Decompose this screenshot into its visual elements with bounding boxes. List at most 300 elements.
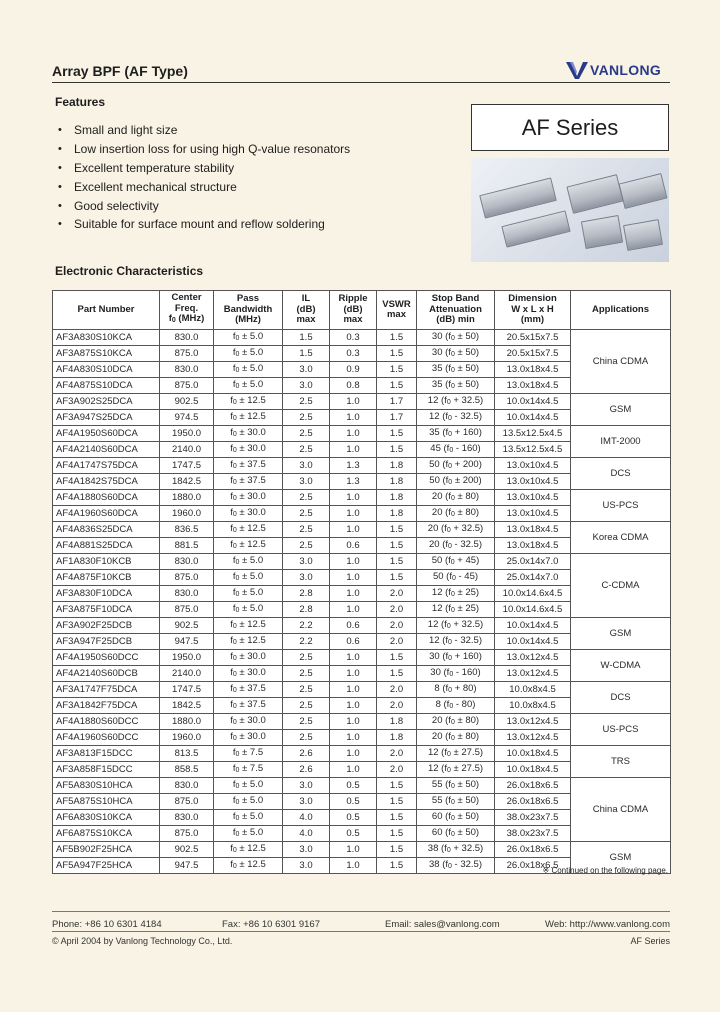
dimension-cell: 10.0x14x4.5 — [495, 394, 571, 410]
stop-band-cell: 60 $(f_0 \pm 50)$ — [417, 810, 495, 826]
dimension-cell: 13.0x18x4.5 — [495, 522, 571, 538]
feature-item — [58, 159, 350, 178]
center-freq-cell: 881.5 — [160, 538, 214, 554]
center-freq-cell: 902.5 — [160, 618, 214, 634]
bandwidth-cell: $f_0 \pm 30.0$ — [214, 506, 283, 522]
bandwidth-cell: $f_0 \pm 30.0$ — [214, 426, 283, 442]
ripple-cell: 0.5 — [330, 778, 377, 794]
table-row — [53, 330, 671, 346]
bandwidth-cell: $f_0 \pm 5.0$ — [214, 810, 283, 826]
center-freq-cell: 1950.0 — [160, 426, 214, 442]
part-number-cell: AF4A2140S60DCA — [53, 442, 160, 458]
center-freq-cell: 875.0 — [160, 346, 214, 362]
feature-text: Excellent mechanical structure — [74, 179, 237, 194]
center-freq-cell: 947.5 — [160, 634, 214, 650]
stop-band-cell: 12 $(f_0 + 32.5)$ — [417, 618, 495, 634]
bandwidth-cell: $f_0 \pm 7.5$ — [214, 762, 283, 778]
center-freq-cell: 875.0 — [160, 378, 214, 394]
center-freq-cell: 813.5 — [160, 746, 214, 762]
vswr-cell: 1.5 — [377, 858, 417, 874]
il-cell: 2.6 — [283, 746, 330, 762]
part-number-cell: AF4A2140S60DCB — [53, 666, 160, 682]
stop-band-cell: 50 $(f_0 + 200)$ — [417, 458, 495, 474]
part-number-cell: AF4A1950S60DCC — [53, 650, 160, 666]
il-cell: 3.0 — [283, 554, 330, 570]
bandwidth-cell: $f_0 \pm 30.0$ — [214, 714, 283, 730]
center-freq-cell: 1960.0 — [160, 506, 214, 522]
ripple-cell: 1.0 — [330, 842, 377, 858]
center-freq-cell: 902.5 — [160, 842, 214, 858]
vswr-cell: 1.5 — [377, 842, 417, 858]
part-number-cell: AF4A836S25DCA — [53, 522, 160, 538]
il-cell: 2.5 — [283, 506, 330, 522]
vswr-cell: 1.5 — [377, 330, 417, 346]
ripple-cell: 1.0 — [330, 746, 377, 762]
part-number-cell: AF3A1842F75DCA — [53, 698, 160, 714]
il-cell: 3.0 — [283, 794, 330, 810]
vswr-cell: 1.5 — [377, 426, 417, 442]
dimension-cell: 26.0x18x6.5 — [495, 842, 571, 858]
stop-band-cell: 20 $(f_0 \pm 80)$ — [417, 730, 495, 746]
il-cell: 2.5 — [283, 698, 330, 714]
part-number-cell: AF5A875S10HCA — [53, 794, 160, 810]
il-cell: 2.5 — [283, 714, 330, 730]
ripple-cell: 1.0 — [330, 666, 377, 682]
application-cell: DCS — [571, 458, 671, 490]
feature-text: Suitable for surface mount and reflow soldering — [74, 217, 325, 232]
col-bandwidth: Pass Bandwidth (MHz) — [214, 291, 283, 330]
bandwidth-cell: $f_0 \pm 12.5$ — [214, 618, 283, 634]
vswr-cell: 1.5 — [377, 650, 417, 666]
dimension-cell: 13.0x10x4.5 — [495, 490, 571, 506]
ripple-cell: 1.0 — [330, 410, 377, 426]
ripple-cell: 0.3 — [330, 346, 377, 362]
bandwidth-cell: $f_0 \pm 30.0$ — [214, 666, 283, 682]
vswr-cell: 1.8 — [377, 714, 417, 730]
ripple-cell: 1.0 — [330, 570, 377, 586]
il-cell: 2.5 — [283, 538, 330, 554]
il-cell: 3.0 — [283, 858, 330, 874]
il-cell: 1.5 — [283, 330, 330, 346]
il-cell: 2.5 — [283, 490, 330, 506]
dimension-cell: 38.0x23x7.5 — [495, 810, 571, 826]
bandwidth-cell: $f_0 \pm 37.5$ — [214, 682, 283, 698]
stop-band-cell: 30 $(f_0 \pm 50)$ — [417, 346, 495, 362]
filter-component — [479, 177, 557, 218]
bandwidth-cell: $f_0 \pm 12.5$ — [214, 394, 283, 410]
ripple-cell: 1.0 — [330, 762, 377, 778]
vswr-cell: 2.0 — [377, 746, 417, 762]
dimension-cell: 13.0x18x4.5 — [495, 362, 571, 378]
ripple-cell: 1.0 — [330, 522, 377, 538]
il-cell: 2.2 — [283, 634, 330, 650]
dimension-cell: 10.0x14x4.5 — [495, 410, 571, 426]
vanlong-logo-icon — [566, 60, 588, 80]
features-heading: Features — [55, 95, 106, 109]
il-cell: 2.5 — [283, 442, 330, 458]
bandwidth-cell: $f_0 \pm 5.0$ — [214, 794, 283, 810]
vswr-cell: 2.0 — [377, 682, 417, 698]
part-number-cell: AF5A947F25HCA — [53, 858, 160, 874]
center-freq-cell: 1950.0 — [160, 650, 214, 666]
stop-band-cell: 35 $(f_0 \pm 50)$ — [417, 362, 495, 378]
center-freq-cell: 1960.0 — [160, 730, 214, 746]
table-row — [53, 426, 671, 442]
center-freq-cell: 1880.0 — [160, 714, 214, 730]
center-freq-cell: 947.5 — [160, 858, 214, 874]
footer-email[interactable]: Email: sales@vanlong.com — [385, 919, 500, 930]
part-number-cell: AF3A947F25DCB — [53, 634, 160, 650]
brand-name: VANLONG — [590, 62, 662, 78]
stop-band-cell: 12 $(f_0 - 32.5)$ — [417, 634, 495, 650]
bandwidth-cell: $f_0 \pm 5.0$ — [214, 378, 283, 394]
col-vswr: VSWR max — [377, 291, 417, 330]
bandwidth-cell: $f_0 \pm 5.0$ — [214, 330, 283, 346]
application-cell: GSM — [571, 842, 671, 874]
il-cell: 2.2 — [283, 618, 330, 634]
table-row — [53, 554, 671, 570]
il-cell: 2.5 — [283, 666, 330, 682]
il-cell: 4.0 — [283, 826, 330, 842]
vswr-cell: 2.0 — [377, 618, 417, 634]
dimension-cell: 13.0x10x4.5 — [495, 506, 571, 522]
footer-series: AF Series — [630, 936, 670, 946]
feature-item — [58, 196, 350, 215]
il-cell: 2.6 — [283, 762, 330, 778]
dimension-cell: 10.0x14.6x4.5 — [495, 602, 571, 618]
vswr-cell: 2.0 — [377, 698, 417, 714]
brand-logo — [566, 59, 661, 81]
stop-band-cell: 50 $(f_0 + 45)$ — [417, 554, 495, 570]
dimension-cell: 13.0x18x4.5 — [495, 378, 571, 394]
ripple-cell: 0.9 — [330, 362, 377, 378]
stop-band-cell: 50 $(f_0 - 45)$ — [417, 570, 495, 586]
dimension-cell: 10.0x8x4.5 — [495, 698, 571, 714]
stop-band-cell: 12 $(f_0 \pm 25)$ — [417, 602, 495, 618]
center-freq-cell: 830.0 — [160, 586, 214, 602]
table-row — [53, 522, 671, 538]
part-number-cell: AF3A902F25DCB — [53, 618, 160, 634]
feature-text: Small and light size — [74, 123, 178, 138]
stop-band-cell: 20 $(f_0 \pm 80)$ — [417, 490, 495, 506]
center-freq-cell: 1842.5 — [160, 698, 214, 714]
bandwidth-cell: $f_0 \pm 5.0$ — [214, 778, 283, 794]
table-row — [53, 490, 671, 506]
vswr-cell: 2.0 — [377, 762, 417, 778]
bullet-icon: • — [58, 143, 62, 156]
stop-band-cell: 8 $(f_0 - 80)$ — [417, 698, 495, 714]
stop-band-cell: 38 $(f_0 - 32.5)$ — [417, 858, 495, 874]
stop-band-cell: 38 $(f_0 + 32.5)$ — [417, 842, 495, 858]
ripple-cell: 0.6 — [330, 618, 377, 634]
stop-band-cell: 20 $(f_0 - 32.5)$ — [417, 538, 495, 554]
vswr-cell: 1.5 — [377, 570, 417, 586]
bandwidth-cell: $f_0 \pm 37.5$ — [214, 474, 283, 490]
bandwidth-cell: $f_0 \pm 37.5$ — [214, 458, 283, 474]
vswr-cell: 1.8 — [377, 458, 417, 474]
stop-band-cell: 8 $(f_0 + 80)$ — [417, 682, 495, 698]
center-freq-cell: 1747.5 — [160, 458, 214, 474]
application-cell: GSM — [571, 394, 671, 426]
footer-web[interactable]: Web: http://www.vanlong.com — [545, 919, 670, 930]
part-number-cell: AF4A1747S75DCA — [53, 458, 160, 474]
ripple-cell: 1.0 — [330, 714, 377, 730]
dimension-cell: 13.5x12.5x4.5 — [495, 426, 571, 442]
vswr-cell: 1.5 — [377, 666, 417, 682]
center-freq-cell: 974.5 — [160, 410, 214, 426]
bandwidth-cell: $f_0 \pm 12.5$ — [214, 538, 283, 554]
vswr-cell: 1.8 — [377, 474, 417, 490]
ripple-cell: 1.0 — [330, 858, 377, 874]
ripple-cell: 1.0 — [330, 554, 377, 570]
vswr-cell: 1.5 — [377, 538, 417, 554]
part-number-cell: AF5B902F25HCA — [53, 842, 160, 858]
center-freq-cell: 875.0 — [160, 826, 214, 842]
table-row — [53, 778, 671, 794]
il-cell: 3.0 — [283, 842, 330, 858]
ripple-cell: 0.5 — [330, 794, 377, 810]
table-row — [53, 618, 671, 634]
bandwidth-cell: $f_0 \pm 5.0$ — [214, 346, 283, 362]
part-number-cell: AF5A830S10HCA — [53, 778, 160, 794]
stop-band-cell: 12 $(f_0 - 32.5)$ — [417, 410, 495, 426]
il-cell: 2.5 — [283, 730, 330, 746]
bullet-icon: • — [58, 180, 62, 193]
table-row — [53, 682, 671, 698]
dimension-cell: 13.0x10x4.5 — [495, 458, 571, 474]
dimension-cell: 13.0x10x4.5 — [495, 474, 571, 490]
dimension-cell: 10.0x14.6x4.5 — [495, 586, 571, 602]
stop-band-cell: 30 $(f_0 \pm 50)$ — [417, 330, 495, 346]
bandwidth-cell: $f_0 \pm 30.0$ — [214, 730, 283, 746]
part-number-cell: AF3A830S10KCA — [53, 330, 160, 346]
application-cell: GSM — [571, 618, 671, 650]
ripple-cell: 1.0 — [330, 698, 377, 714]
ripple-cell: 1.0 — [330, 506, 377, 522]
il-cell: 2.5 — [283, 682, 330, 698]
vswr-cell: 1.5 — [377, 362, 417, 378]
il-cell: 4.0 — [283, 810, 330, 826]
bandwidth-cell: $f_0 \pm 5.0$ — [214, 554, 283, 570]
feature-text: Good selectivity — [74, 198, 159, 213]
il-cell: 3.0 — [283, 570, 330, 586]
stop-band-cell: 20 $(f_0 \pm 80)$ — [417, 714, 495, 730]
col-il: IL (dB) max — [283, 291, 330, 330]
dimension-cell: 10.0x14x4.5 — [495, 634, 571, 650]
dimension-cell: 10.0x18x4.5 — [495, 746, 571, 762]
stop-band-cell: 50 $(f_0 \pm 200)$ — [417, 474, 495, 490]
ripple-cell: 1.0 — [330, 586, 377, 602]
ripple-cell: 1.3 — [330, 458, 377, 474]
il-cell: 2.5 — [283, 394, 330, 410]
part-number-cell: AF4A875F10KCB — [53, 570, 160, 586]
application-cell: W-CDMA — [571, 650, 671, 682]
stop-band-cell: 12 $(f_0 \pm 25)$ — [417, 586, 495, 602]
il-cell: 2.5 — [283, 426, 330, 442]
il-cell: 3.0 — [283, 378, 330, 394]
col-applications: Applications — [571, 291, 671, 330]
footer-phone: Phone: +86 10 6301 4184 — [52, 919, 162, 930]
center-freq-cell: 875.0 — [160, 602, 214, 618]
application-cell: China CDMA — [571, 330, 671, 394]
spec-table — [52, 290, 671, 874]
table-row — [53, 746, 671, 762]
electronic-heading: Electronic Characteristics — [55, 264, 204, 278]
bandwidth-cell: $f_0 \pm 30.0$ — [214, 490, 283, 506]
table-row — [53, 842, 671, 858]
ripple-cell: 0.6 — [330, 538, 377, 554]
table-header-row — [53, 291, 671, 330]
feature-item — [58, 140, 350, 159]
bandwidth-cell: $f_0 \pm 12.5$ — [214, 410, 283, 426]
col-center-freq: Center Freq. $f_0$ (MHz) — [160, 291, 214, 330]
center-freq-cell: 1747.5 — [160, 682, 214, 698]
ripple-cell: 0.6 — [330, 634, 377, 650]
dimension-cell: 10.0x18x4.5 — [495, 762, 571, 778]
col-ripple: Ripple (dB) max — [330, 291, 377, 330]
continued-note: ※ Continued on the following page. — [542, 866, 668, 875]
il-cell: 3.0 — [283, 474, 330, 490]
center-freq-cell: 1880.0 — [160, 490, 214, 506]
ripple-cell: 1.0 — [330, 682, 377, 698]
dimension-cell: 26.0x18x6.5 — [495, 794, 571, 810]
vswr-cell: 2.0 — [377, 586, 417, 602]
stop-band-cell: 20 $(f_0 \pm 80)$ — [417, 506, 495, 522]
il-cell: 3.0 — [283, 458, 330, 474]
part-number-cell: AF3A902S25DCA — [53, 394, 160, 410]
part-number-cell: AF4A881S25DCA — [53, 538, 160, 554]
application-cell: Korea CDMA — [571, 522, 671, 554]
stop-band-cell: 55 $(f_0 \pm 50)$ — [417, 778, 495, 794]
center-freq-cell: 902.5 — [160, 394, 214, 410]
vswr-cell: 1.5 — [377, 826, 417, 842]
dimension-cell: 13.0x12x4.5 — [495, 650, 571, 666]
title-divider — [52, 82, 670, 83]
col-part-number: Part Number — [53, 291, 160, 330]
series-title-box: AF Series — [471, 104, 669, 151]
part-number-cell: AF4A1960S60DCA — [53, 506, 160, 522]
vswr-cell: 1.5 — [377, 778, 417, 794]
part-number-cell: AF4A1950S60DCA — [53, 426, 160, 442]
vswr-cell: 1.5 — [377, 442, 417, 458]
ripple-cell: 1.3 — [330, 474, 377, 490]
col-dimension: Dimension W x L x H (mm) — [495, 291, 571, 330]
table-row — [53, 394, 671, 410]
part-number-cell: AF4A1880S60DCA — [53, 490, 160, 506]
ripple-cell: 1.0 — [330, 442, 377, 458]
center-freq-cell: 836.5 — [160, 522, 214, 538]
center-freq-cell: 858.5 — [160, 762, 214, 778]
table-row — [53, 714, 671, 730]
center-freq-cell: 1842.5 — [160, 474, 214, 490]
vswr-cell: 1.5 — [377, 810, 417, 826]
part-number-cell: AF6A830S10KCA — [53, 810, 160, 826]
stop-band-cell: 55 $(f_0 \pm 50)$ — [417, 794, 495, 810]
stop-band-cell: 30 $(f_0 - 160)$ — [417, 666, 495, 682]
part-number-cell: AF1A830F10KCB — [53, 554, 160, 570]
filter-component — [581, 215, 623, 249]
center-freq-cell: 875.0 — [160, 570, 214, 586]
table-row — [53, 650, 671, 666]
stop-band-cell: 30 $(f_0 + 160)$ — [417, 650, 495, 666]
bullet-icon: • — [58, 124, 62, 137]
ripple-cell: 0.3 — [330, 330, 377, 346]
part-number-cell: AF3A1747F75DCA — [53, 682, 160, 698]
stop-band-cell: 12 $(f_0 + 32.5)$ — [417, 394, 495, 410]
center-freq-cell: 830.0 — [160, 810, 214, 826]
bandwidth-cell: $f_0 \pm 7.5$ — [214, 746, 283, 762]
part-number-cell: AF4A1880S60DCC — [53, 714, 160, 730]
center-freq-cell: 2140.0 — [160, 442, 214, 458]
center-freq-cell: 830.0 — [160, 362, 214, 378]
part-number-cell: AF4A1960S60DCC — [53, 730, 160, 746]
application-cell: C-CDMA — [571, 554, 671, 618]
dimension-cell: 25.0x14x7.0 — [495, 570, 571, 586]
product-photo — [471, 158, 669, 262]
center-freq-cell: 830.0 — [160, 554, 214, 570]
stop-band-cell: 35 $(f_0 \pm 50)$ — [417, 378, 495, 394]
bandwidth-cell: $f_0 \pm 30.0$ — [214, 650, 283, 666]
dimension-cell: 10.0x14x4.5 — [495, 618, 571, 634]
dimension-cell: 20.5x15x7.5 — [495, 330, 571, 346]
feature-text: Excellent temperature stability — [74, 160, 235, 175]
feature-text: Low insertion loss for using high Q-value resonators — [74, 142, 351, 157]
col-stop-band: Stop Band Attenuation (dB) min — [417, 291, 495, 330]
dimension-cell: 13.0x12x4.5 — [495, 714, 571, 730]
bullet-icon: • — [58, 161, 62, 174]
vswr-cell: 1.7 — [377, 410, 417, 426]
vswr-cell: 1.5 — [377, 346, 417, 362]
part-number-cell: AF3A875S10KCA — [53, 346, 160, 362]
part-number-cell: AF3A830F10DCA — [53, 586, 160, 602]
dimension-cell: 13.0x12x4.5 — [495, 730, 571, 746]
page-title: Array BPF (AF Type) — [52, 63, 188, 79]
part-number-cell: AF3A858F15DCC — [53, 762, 160, 778]
feature-item — [58, 121, 350, 140]
table-row — [53, 458, 671, 474]
part-number-cell: AF3A875F10DCA — [53, 602, 160, 618]
dimension-cell: 20.5x15x7.5 — [495, 346, 571, 362]
stop-band-cell: 60 $(f_0 \pm 50)$ — [417, 826, 495, 842]
vswr-cell: 1.8 — [377, 730, 417, 746]
part-number-cell: AF4A1842S75DCA — [53, 474, 160, 490]
il-cell: 2.5 — [283, 650, 330, 666]
stop-band-cell: 45 $(f_0 - 160)$ — [417, 442, 495, 458]
ripple-cell: 0.5 — [330, 826, 377, 842]
dimension-cell: 13.0x12x4.5 — [495, 666, 571, 682]
vswr-cell: 1.8 — [377, 506, 417, 522]
dimension-cell: 26.0x18x6.5 — [495, 778, 571, 794]
ripple-cell: 1.0 — [330, 650, 377, 666]
application-cell: US-PCS — [571, 714, 671, 746]
application-cell: US-PCS — [571, 490, 671, 522]
footer-fax: Fax: +86 10 6301 9167 — [222, 919, 320, 930]
dimension-cell: 13.0x18x4.5 — [495, 538, 571, 554]
il-cell: 3.0 — [283, 778, 330, 794]
ripple-cell: 0.8 — [330, 378, 377, 394]
il-cell: 2.5 — [283, 410, 330, 426]
application-cell: DCS — [571, 682, 671, 714]
part-number-cell: AF3A813F15DCC — [53, 746, 160, 762]
stop-band-cell: 20 $(f_0 + 32.5)$ — [417, 522, 495, 538]
center-freq-cell: 830.0 — [160, 330, 214, 346]
bullet-icon: • — [58, 199, 62, 212]
part-number-cell: AF4A830S10DCA — [53, 362, 160, 378]
filter-component — [623, 219, 663, 251]
bandwidth-cell: $f_0 \pm 5.0$ — [214, 826, 283, 842]
il-cell: 2.8 — [283, 586, 330, 602]
bandwidth-cell: $f_0 \pm 12.5$ — [214, 858, 283, 874]
